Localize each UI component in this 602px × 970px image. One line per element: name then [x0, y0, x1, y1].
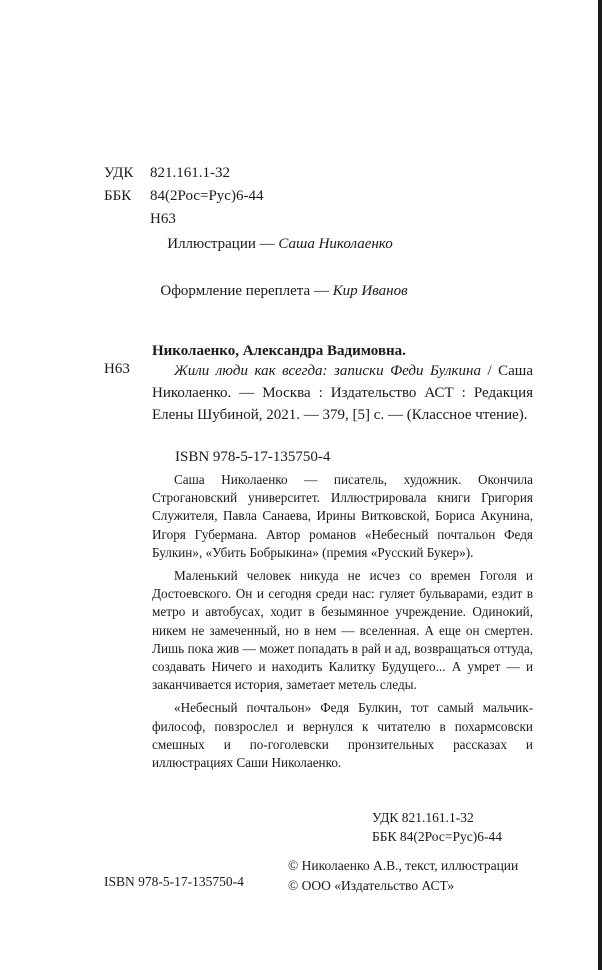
udk-label: УДК	[104, 165, 134, 181]
book-title: Жили люди как всегда: записки Феди Булкина	[174, 363, 481, 379]
footer-udk: УДК 821.161.1-32	[372, 810, 474, 825]
illustrations-credit	[0, 236, 560, 253]
illustrations-name: Саша Николаенко	[278, 236, 393, 252]
bbk-row	[104, 185, 263, 208]
copyright-author: © Николаенко А.В., текст, иллюстрации	[288, 858, 519, 873]
footer-codes	[372, 808, 502, 846]
udk-value: 821.161.1-32	[150, 165, 230, 181]
bbk-value: 84(2Рос=Рус)6-44	[150, 188, 264, 204]
bibliographic-entry	[152, 360, 533, 427]
footer-isbn: ISBN 978-5-17-135750-4	[104, 874, 244, 889]
author-name: Николаенко, Александра Вадимовна.	[152, 343, 406, 359]
classification-codes	[104, 162, 263, 231]
footer-bbk: ББК 84(2Рос=Рус)6-44	[372, 829, 502, 844]
udk-row	[104, 162, 263, 185]
entry-isbn: ISBN 978-5-17-135750-4	[175, 449, 331, 465]
bbk-label: ББК	[104, 188, 132, 204]
annotation-paragraph: «Небесный почтальон» Федя Булкин, тот самый мальчик-философ, повзрослел и вернулся к читателю в похармсовски смешных и по-гоголевски пронзительных рассказах и иллюстрациях Саши Николаенко.	[152, 700, 533, 771]
illustrations-label: Иллюстрации —	[167, 236, 279, 252]
author-mark-top: Н63	[150, 211, 176, 227]
cover-name: Кир Иванов	[332, 283, 408, 299]
cover-label: Оформление переплета —	[160, 283, 333, 299]
author-mark: Н63	[104, 361, 130, 377]
page-edge	[598, 0, 602, 970]
annotation-paragraph: Маленький человек никуда не исчез со времен Гоголя и Достоевского. Он и сегодня среди нас: гуляет бульварами, ездит в метро и автобусах, ходит в безымянное учреждение. Одинокий, никем не замеченный, но в нем — вселенная. А еще он смертен. Лишь пока жив — может попадать в рай и ад, возвращаться оттуда, создавать Ничего и находить Калитку Будущего... А умрет — и заканчивается история, заметает метель следы.	[152, 568, 533, 693]
annotation	[152, 471, 533, 777]
copyright-publisher: © ООО «Издательство АСТ»	[288, 878, 455, 893]
copyright-block	[288, 856, 518, 896]
bibliographic-details: / Саша Николаенко. — Москва : Издательство АСТ : Редакция Елены Шубиной, 2021. — 379, [5] с. — (Классное чтение).	[152, 363, 533, 424]
annotation-paragraph: Саша Николаенко — писатель, художник. Окончила Строгановский университет. Иллюстрировала книги Григория Служителя, Павла Санаева, Ирины Витковской, Бориса Акунина, Игоря Губермана. Автор романов «Небесный почтальон Федя Булкин», «Убить Бобрыкина» (премия «Русский Букер»).	[152, 472, 533, 560]
cover-credit	[0, 283, 564, 300]
